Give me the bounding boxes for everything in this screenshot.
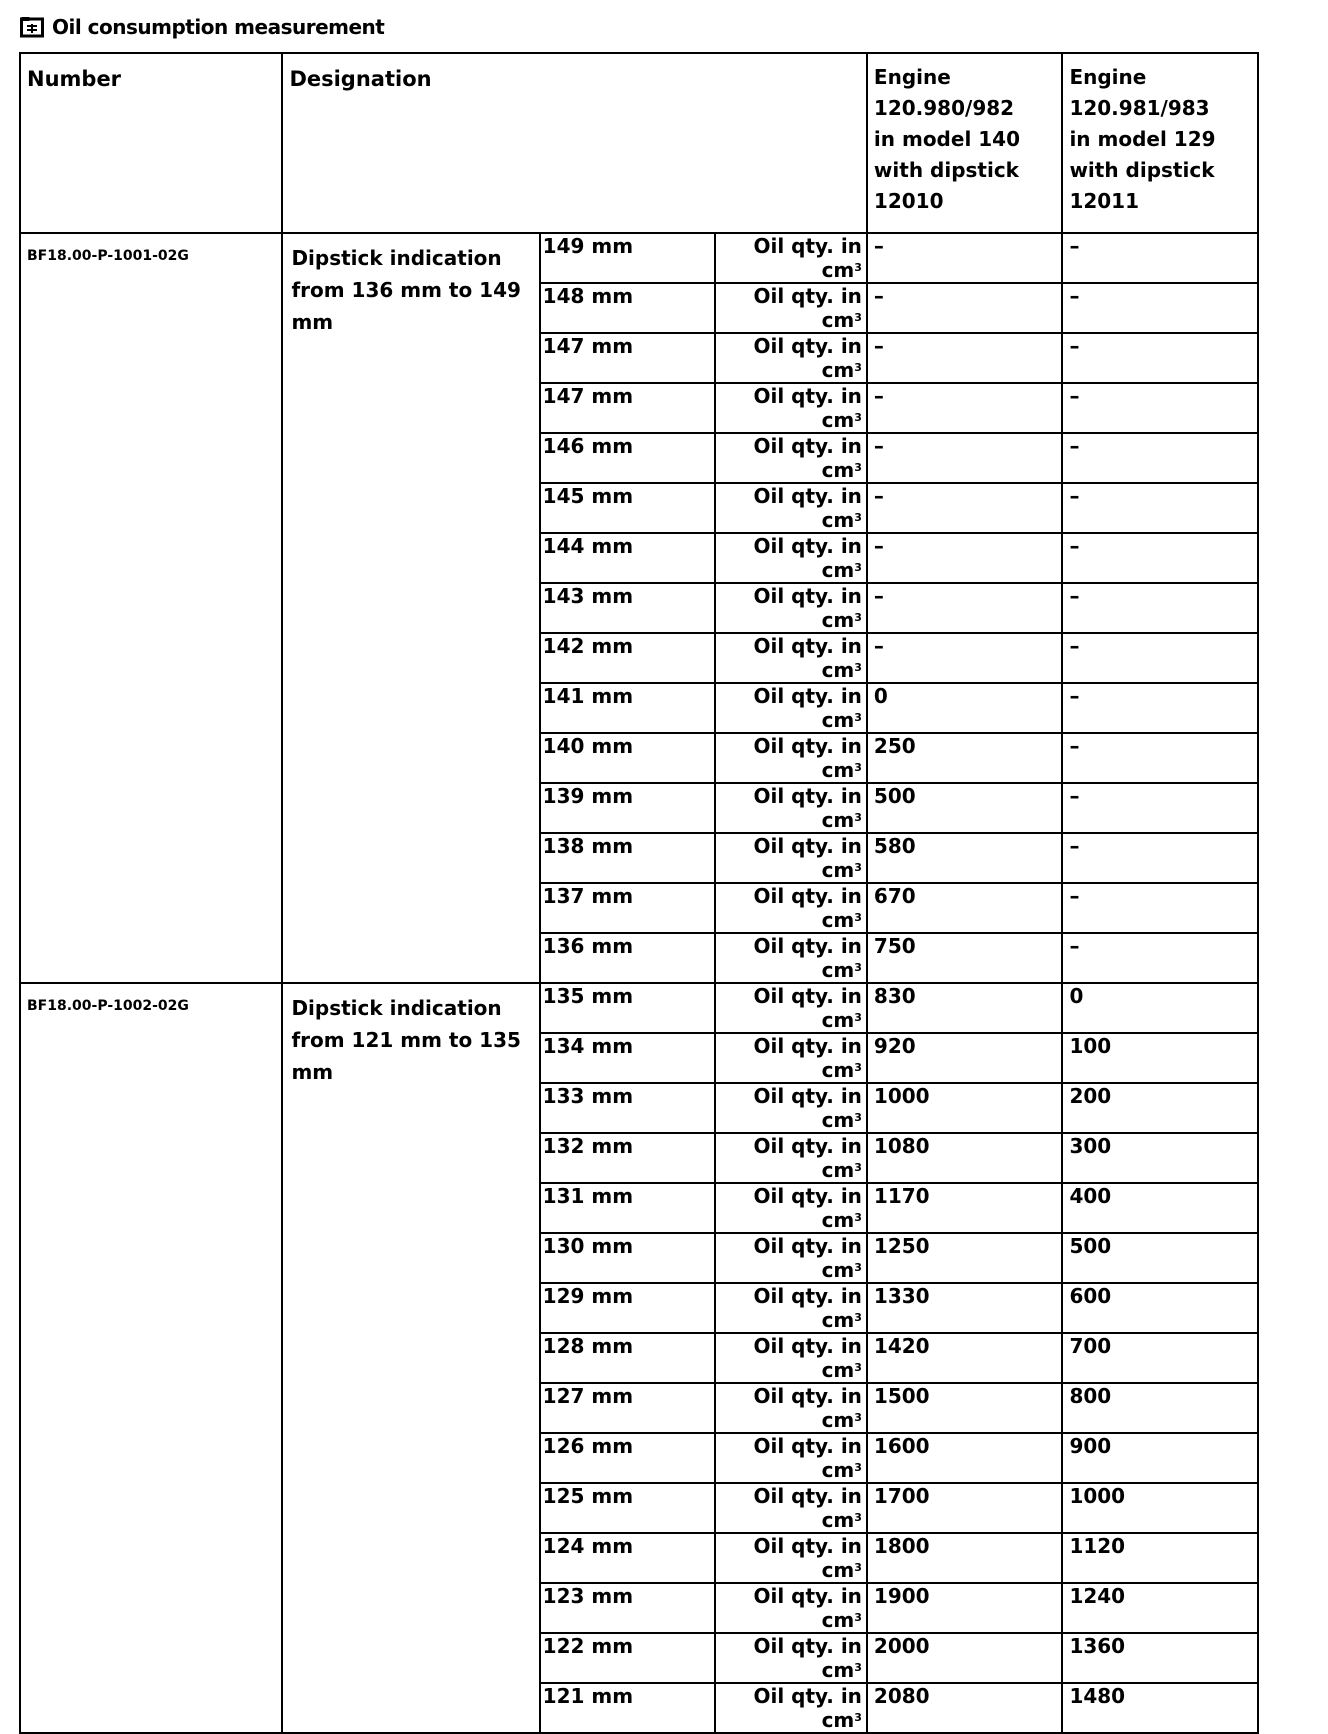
- engine-1-value: 1420: [867, 1333, 1063, 1383]
- unit-superscript: 3: [854, 911, 862, 924]
- unit-superscript: 3: [854, 1111, 862, 1124]
- dipstick-mm: 149 mm: [540, 233, 716, 283]
- engine-2-value: –: [1062, 683, 1258, 733]
- title-row: [20, 12, 384, 42]
- unit-superscript: 3: [854, 561, 862, 574]
- oil-qty-text: Oil qty. in cm: [753, 434, 862, 482]
- dipstick-mm: 121 mm: [540, 1683, 716, 1733]
- engine-1-value: 830: [867, 983, 1063, 1033]
- page-title: Oil consumption measurement: [52, 15, 385, 39]
- oil-qty-text: Oil qty. in cm: [753, 884, 862, 932]
- engine-1-value: 250: [867, 733, 1063, 783]
- dipstick-mm: 144 mm: [540, 533, 716, 583]
- unit-superscript: 3: [854, 1161, 862, 1174]
- oil-qty-text: Oil qty. in cm: [753, 984, 862, 1032]
- engine-2-value: –: [1062, 783, 1258, 833]
- oil-qty-label: [715, 733, 867, 783]
- oil-qty-label: [715, 233, 867, 283]
- engine-2-value: –: [1062, 833, 1258, 883]
- dipstick-mm: 129 mm: [540, 1283, 716, 1333]
- oil-qty-label: [715, 1033, 867, 1083]
- dipstick-mm: 140 mm: [540, 733, 716, 783]
- oil-qty-text: Oil qty. in cm: [753, 1184, 862, 1232]
- dipstick-mm: 139 mm: [540, 783, 716, 833]
- engine-1-value: 1700: [867, 1483, 1063, 1533]
- engine-1-value: 0: [867, 683, 1063, 733]
- dipstick-mm: 138 mm: [540, 833, 716, 883]
- engine-1-value: –: [867, 483, 1063, 533]
- unit-superscript: 3: [854, 661, 862, 674]
- group-number: BF18.00-P-1001-02G: [20, 233, 282, 983]
- header-engine-2: Engine 120.981/983 in model 129 with dipstick 12011: [1062, 53, 1258, 233]
- oil-qty-label: [715, 483, 867, 533]
- dipstick-mm: 132 mm: [540, 1133, 716, 1183]
- oil-qty-label: [715, 633, 867, 683]
- table-row: [20, 983, 1258, 1033]
- oil-qty-label: [715, 1083, 867, 1133]
- engine-1-value: –: [867, 233, 1063, 283]
- engine-2-value: 200: [1062, 1083, 1258, 1133]
- engine-1-value: –: [867, 383, 1063, 433]
- dipstick-mm: 137 mm: [540, 883, 716, 933]
- oil-qty-text: Oil qty. in cm: [753, 584, 862, 632]
- oil-qty-text: Oil qty. in cm: [753, 1134, 862, 1182]
- engine-2-value: 1360: [1062, 1633, 1258, 1683]
- unit-superscript: 3: [854, 761, 862, 774]
- oil-qty-text: Oil qty. in cm: [753, 934, 862, 982]
- unit-superscript: 3: [854, 1561, 862, 1574]
- engine-2-value: –: [1062, 933, 1258, 983]
- oil-qty-label: [715, 1483, 867, 1533]
- dipstick-mm: 141 mm: [540, 683, 716, 733]
- dipstick-mm: 128 mm: [540, 1333, 716, 1383]
- oil-qty-text: Oil qty. in cm: [753, 234, 862, 282]
- engine-1-value: 750: [867, 933, 1063, 983]
- oil-qty-label: [715, 1333, 867, 1383]
- dipstick-mm: 131 mm: [540, 1183, 716, 1233]
- engine-1-value: 580: [867, 833, 1063, 883]
- dipstick-mm: 127 mm: [540, 1383, 716, 1433]
- table-body: [20, 233, 1258, 1733]
- oil-qty-text: Oil qty. in cm: [753, 784, 862, 832]
- unit-superscript: 3: [854, 711, 862, 724]
- unit-superscript: 3: [854, 511, 862, 524]
- engine-2-value: 400: [1062, 1183, 1258, 1233]
- engine-2-value: 900: [1062, 1433, 1258, 1483]
- engine-2-value: 0: [1062, 983, 1258, 1033]
- engine-2-value: –: [1062, 433, 1258, 483]
- engine-2-value: –: [1062, 283, 1258, 333]
- oil-qty-label: [715, 983, 867, 1033]
- oil-qty-label: [715, 1283, 867, 1333]
- engine-1-value: 2000: [867, 1633, 1063, 1683]
- document-icon: [20, 16, 44, 38]
- engine-2-value: –: [1062, 483, 1258, 533]
- engine-1-value: 670: [867, 883, 1063, 933]
- engine-2-value: –: [1062, 383, 1258, 433]
- dipstick-mm: 143 mm: [540, 583, 716, 633]
- unit-superscript: 3: [854, 1461, 862, 1474]
- dipstick-mm: 124 mm: [540, 1533, 716, 1583]
- dipstick-mm: 125 mm: [540, 1483, 716, 1533]
- unit-superscript: 3: [854, 811, 862, 824]
- unit-superscript: 3: [854, 1011, 862, 1024]
- oil-qty-text: Oil qty. in cm: [753, 1584, 862, 1632]
- oil-qty-text: Oil qty. in cm: [753, 1684, 862, 1732]
- engine-2-value: 1240: [1062, 1583, 1258, 1633]
- engine-1-value: 920: [867, 1033, 1063, 1083]
- oil-qty-label: [715, 533, 867, 583]
- unit-superscript: 3: [854, 1661, 862, 1674]
- dipstick-mm: 142 mm: [540, 633, 716, 683]
- oil-qty-label: [715, 1633, 867, 1683]
- engine-1-value: 1900: [867, 1583, 1063, 1633]
- unit-superscript: 3: [854, 1411, 862, 1424]
- oil-qty-label: [715, 1383, 867, 1433]
- engine-2-value: 800: [1062, 1383, 1258, 1433]
- unit-superscript: 3: [854, 261, 862, 274]
- engine-1-value: 1080: [867, 1133, 1063, 1183]
- header-engine-1: Engine 120.980/982 in model 140 with dipstick 12010: [867, 53, 1063, 233]
- oil-qty-text: Oil qty. in cm: [753, 734, 862, 782]
- oil-qty-label: [715, 1683, 867, 1733]
- engine-1-value: 1500: [867, 1383, 1063, 1433]
- oil-qty-label: [715, 1433, 867, 1483]
- dipstick-mm: 146 mm: [540, 433, 716, 483]
- engine-2-value: 700: [1062, 1333, 1258, 1383]
- engine-2-value: 1120: [1062, 1533, 1258, 1583]
- header-row: [20, 53, 1258, 233]
- oil-qty-label: [715, 683, 867, 733]
- unit-superscript: 3: [854, 411, 862, 424]
- oil-qty-text: Oil qty. in cm: [753, 534, 862, 582]
- engine-2-value: –: [1062, 733, 1258, 783]
- dipstick-mm: 145 mm: [540, 483, 716, 533]
- engine-1-value: –: [867, 533, 1063, 583]
- unit-superscript: 3: [854, 861, 862, 874]
- engine-2-value: –: [1062, 583, 1258, 633]
- engine-1-value: 1000: [867, 1083, 1063, 1133]
- dipstick-mm: 126 mm: [540, 1433, 716, 1483]
- engine-2-value: –: [1062, 883, 1258, 933]
- unit-superscript: 3: [854, 1711, 862, 1724]
- oil-qty-text: Oil qty. in cm: [753, 1284, 862, 1332]
- engine-1-value: 1600: [867, 1433, 1063, 1483]
- engine-1-value: –: [867, 433, 1063, 483]
- oil-qty-label: [715, 583, 867, 633]
- oil-qty-label: [715, 333, 867, 383]
- oil-qty-label: [715, 1233, 867, 1283]
- engine-2-value: –: [1062, 633, 1258, 683]
- engine-1-value: –: [867, 583, 1063, 633]
- oil-qty-label: [715, 1533, 867, 1583]
- oil-qty-label: [715, 1133, 867, 1183]
- engine-2-value: 300: [1062, 1133, 1258, 1183]
- engine-1-value: –: [867, 633, 1063, 683]
- unit-superscript: 3: [854, 1061, 862, 1074]
- unit-superscript: 3: [854, 461, 862, 474]
- group-number: BF18.00-P-1002-02G: [20, 983, 282, 1733]
- oil-qty-text: Oil qty. in cm: [753, 484, 862, 532]
- unit-superscript: 3: [854, 611, 862, 624]
- engine-1-value: –: [867, 333, 1063, 383]
- engine-1-value: 500: [867, 783, 1063, 833]
- oil-qty-text: Oil qty. in cm: [753, 1484, 862, 1532]
- engine-1-value: 1170: [867, 1183, 1063, 1233]
- dipstick-mm: 147 mm: [540, 383, 716, 433]
- unit-superscript: 3: [854, 1361, 862, 1374]
- engine-1-value: –: [867, 283, 1063, 333]
- engine-2-value: –: [1062, 233, 1258, 283]
- oil-qty-label: [715, 833, 867, 883]
- unit-superscript: 3: [854, 361, 862, 374]
- oil-qty-label: [715, 433, 867, 483]
- engine-2-value: –: [1062, 533, 1258, 583]
- oil-qty-text: Oil qty. in cm: [753, 634, 862, 682]
- engine-1-value: 1330: [867, 1283, 1063, 1333]
- oil-consumption-table: [19, 52, 1259, 1734]
- oil-qty-text: Oil qty. in cm: [753, 1634, 862, 1682]
- oil-qty-text: Oil qty. in cm: [753, 1434, 862, 1482]
- unit-superscript: 3: [854, 1261, 862, 1274]
- oil-qty-label: [715, 383, 867, 433]
- engine-2-value: 100: [1062, 1033, 1258, 1083]
- dipstick-mm: 136 mm: [540, 933, 716, 983]
- engine-1-value: 1800: [867, 1533, 1063, 1583]
- engine-2-value: 1480: [1062, 1683, 1258, 1733]
- unit-superscript: 3: [854, 961, 862, 974]
- dipstick-mm: 147 mm: [540, 333, 716, 383]
- oil-qty-text: Oil qty. in cm: [753, 834, 862, 882]
- unit-superscript: 3: [854, 1311, 862, 1324]
- dipstick-mm: 130 mm: [540, 1233, 716, 1283]
- engine-2-value: 600: [1062, 1283, 1258, 1333]
- dipstick-mm: 133 mm: [540, 1083, 716, 1133]
- unit-superscript: 3: [854, 1511, 862, 1524]
- oil-qty-text: Oil qty. in cm: [753, 1084, 862, 1132]
- oil-qty-text: Oil qty. in cm: [753, 1534, 862, 1582]
- dipstick-mm: 122 mm: [540, 1633, 716, 1683]
- engine-1-value: 2080: [867, 1683, 1063, 1733]
- oil-qty-text: Oil qty. in cm: [753, 1034, 862, 1082]
- group-designation: Dipstick indication from 121 mm to 135 mm: [282, 983, 539, 1733]
- engine-1-value: 1250: [867, 1233, 1063, 1283]
- unit-superscript: 3: [854, 1611, 862, 1624]
- oil-qty-text: Oil qty. in cm: [753, 384, 862, 432]
- dipstick-mm: 135 mm: [540, 983, 716, 1033]
- oil-qty-label: [715, 283, 867, 333]
- engine-2-value: –: [1062, 333, 1258, 383]
- engine-2-value: 1000: [1062, 1483, 1258, 1533]
- header-number: Number: [20, 53, 282, 233]
- dipstick-mm: 123 mm: [540, 1583, 716, 1633]
- oil-qty-text: Oil qty. in cm: [753, 1384, 862, 1432]
- oil-qty-text: Oil qty. in cm: [753, 1234, 862, 1282]
- unit-superscript: 3: [854, 311, 862, 324]
- oil-qty-text: Oil qty. in cm: [753, 1334, 862, 1382]
- header-designation: Designation: [282, 53, 866, 233]
- oil-qty-label: [715, 1183, 867, 1233]
- oil-qty-label: [715, 783, 867, 833]
- unit-superscript: 3: [854, 1211, 862, 1224]
- oil-qty-text: Oil qty. in cm: [753, 334, 862, 382]
- table-row: [20, 233, 1258, 283]
- group-designation: Dipstick indication from 136 mm to 149 mm: [282, 233, 539, 983]
- oil-qty-text: Oil qty. in cm: [753, 284, 862, 332]
- oil-qty-label: [715, 1583, 867, 1633]
- dipstick-mm: 148 mm: [540, 283, 716, 333]
- engine-2-value: 500: [1062, 1233, 1258, 1283]
- dipstick-mm: 134 mm: [540, 1033, 716, 1083]
- oil-qty-label: [715, 933, 867, 983]
- oil-qty-label: [715, 883, 867, 933]
- oil-qty-text: Oil qty. in cm: [753, 684, 862, 732]
